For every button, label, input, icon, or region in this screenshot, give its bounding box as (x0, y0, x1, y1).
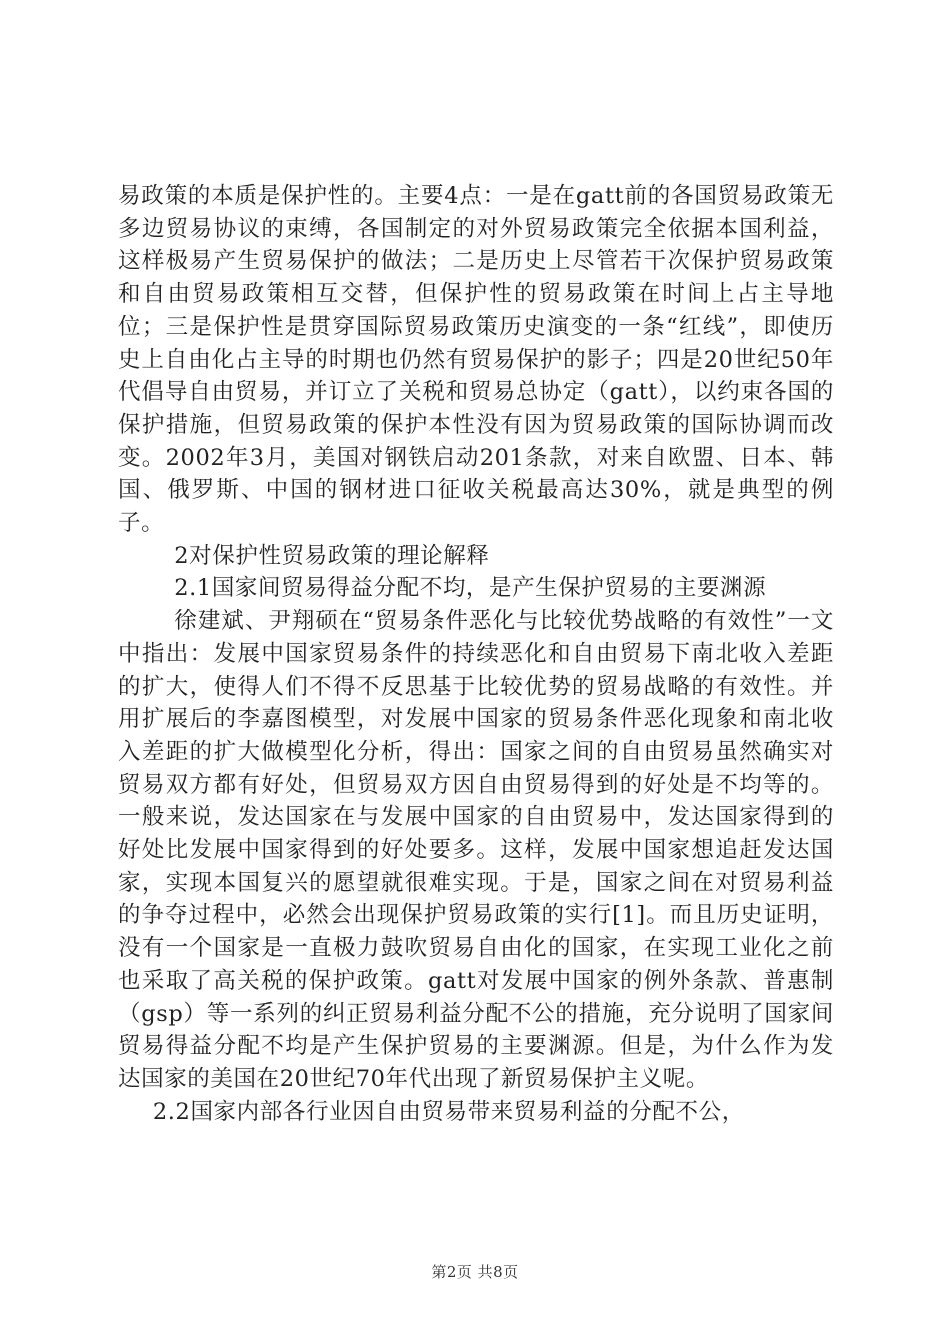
subsection-heading-2-2: 2.2国家内部各行业因自由贸易带来贸易利益的分配不公， (152, 1098, 745, 1125)
page-number-footer: 第2页 共8页 (431, 1263, 519, 1281)
document-body (118, 180, 834, 1128)
paragraph-xu-yin-analysis: 徐建斌、尹翔硕在“贸易条件恶化与比较优势战略的有效性”一文中指出：发展中国家贸易条件的持续恶化和自由贸易下南北收入差距的扩大，使得人们不得不反思基于比较优势的贸易战略的有效性。并用扩展后的李嘉图模型，对发展中国家的贸易条件恶化现象和南北收入差距的扩大做模型化分析，得出：国家之间的自由贸易虽然确实对贸易双方都有好处，但贸易双方因自由贸易得到的好处是不均等的。一般来说，发达国家在与发展中国家的自由贸易中，发达国家得到的好处比发展中国家得到的好处要多。这样，发展中国家想追赶发达国家，实现本国复兴的愿望就很难实现。于是，国家之间在对贸易利益的争夺过程中，必然会出现保护贸易政策的实行[1]。而且历史证明，没有一个国家是一直极力鼓吹贸易自由化的国家，在实现工业化之前也采取了高关税的保护政策。gatt对发展中国家的例外条款、普惠制（gsp）等一系列的纠正贸易利益分配不公的措施，充分说明了国家间贸易得益分配不均是产生保护贸易的主要渊源。但是，为什么作为发达国家的美国在20世纪70年代出现了新贸易保护主义呢。 (118, 608, 834, 1092)
subsection-heading-2-1: 2.1国家间贸易得益分配不均，是产生保护贸易的主要渊源 (174, 575, 767, 602)
paragraph-policy-essence: 易政策的本质是保护性的。主要4点：一是在gatt前的各国贸易政策无多边贸易协议的束缚，各国制定的对外贸易政策完全依据本国利益，这样极易产生贸易保护的做法；二是历史上尽管若干次保护贸易政策和自由贸易政策相互交替，但保护性的贸易政策在时间上占主导地位；三是保护性是贯穿国际贸易政策历史演变的一条“红线”，即使历史上自由化占主导的时期也仍然有贸易保护的影子；四是20世纪50年代倡导自由贸易，并订立了关税和贸易总协定（gatt），以约束各国的保护措施，但贸易政策的保护本性没有因为贸易政策的国际协调而改变。2002年3月，美国对钢铁启动201条款，对来自欧盟、日本、韩国、俄罗斯、中国的钢材进口征收关税最高达30%，就是典型的例子。 (118, 183, 834, 537)
section-heading-2: 2对保护性贸易政策的理论解释 (174, 542, 490, 569)
